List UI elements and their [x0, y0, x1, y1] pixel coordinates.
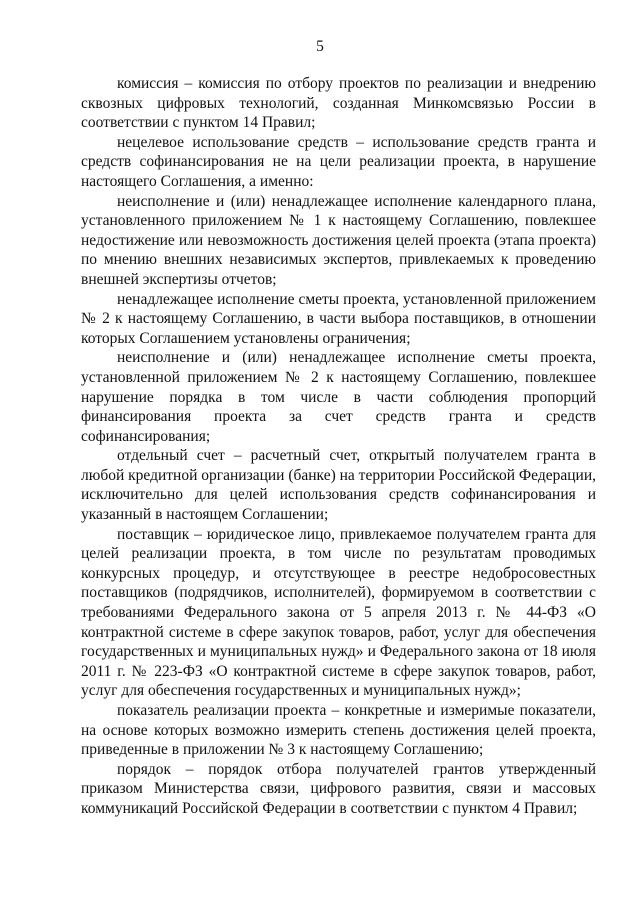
paragraph-otdelnyi-schet: отдельный счет – расчетный счет, открытый получателем гранта в любой кредитной организации (банке) на территории Российской Федерации, исключительно для целей использования средств софинансирования и указанный в настоящем Соглашении;: [81, 447, 596, 524]
paragraph-netselevoe-ispolzovanie: нецелевое использование средств – использование средств гранта и средств софинансирования не на цели реализации проекта, в нарушение настоящего Соглашения, а именно:: [81, 133, 596, 190]
page-number: 5: [316, 38, 324, 55]
paragraph-pokazatel-realizatsii: показатель реализации проекта – конкретные и измеримые показатели, на основе которых возможно измерить степень достижения целей проекта, приведенные в приложении № 3 к настоящему Соглашению;: [81, 702, 596, 759]
paragraph-postavshchik: поставщик – юридическое лицо, привлекаемое получателем гранта для целей реализации проекта, в том числе по результатам проводимых конкурсных процедур, и отсутствующее в реестре недобросовестных поставщиков (подрядчиков, исполнителей), формируемом в соответствии с требованиями Федерального закона от 5 апреля 2013 г. № 44-ФЗ «О контрактной системе в сфере закупок товаров, работ, услуг для обеспечения государственных и муниципальных нужд» и Федерального закона от 18 июля 2011 г. № 223-ФЗ «О контрактной системе в сфере закупок товаров, работ, услуг для обеспечения государственных и муниципальных нужд»;: [81, 525, 596, 700]
paragraph-neispolnenie-smety: неисполнение и (или) ненадлежащее исполнение сметы проекта, установленной приложением № 2 к настоящему Соглашению, повлекшее нарушение порядка в том числе в части соблюдения пропорций финансирования проекта за счет средств гранта и средств софинансирования;: [81, 349, 596, 445]
paragraph-poryadok: порядок – порядок отбора получателей грантов утвержденный приказом Министерства связи, цифрового развития, связи и массовых коммуникаций Российской Федерации в соответствии с пунктом 4 Правил;: [81, 760, 596, 817]
paragraph-komissiya: комиссия – комиссия по отбору проектов по реализации и внедрению сквозных цифровых технологий, созданная Минкомсвязью России в соответствии с пунктом 14 Правил;: [81, 75, 596, 132]
document-body: [81, 74, 596, 819]
paragraph-neispolnenie-kalendarnogo-plana: неисполнение и (или) ненадлежащее исполнение календарного плана, установленного приложением № 1 к настоящему Соглашению, повлекшее недостижение или невозможность достижения целей проекта (этапа проекта) по мнению внешних независимых экспертов, привлекаемых к проведению внешней экспертизы отчетов;: [81, 192, 596, 288]
paragraph-nenadlezhashchee-ispolnenie-smety: ненадлежащее исполнение сметы проекта, установленной приложением № 2 к настоящему Соглашению, в части выбора поставщиков, в отношении которых Соглашением установлены ограничения;: [81, 290, 596, 347]
